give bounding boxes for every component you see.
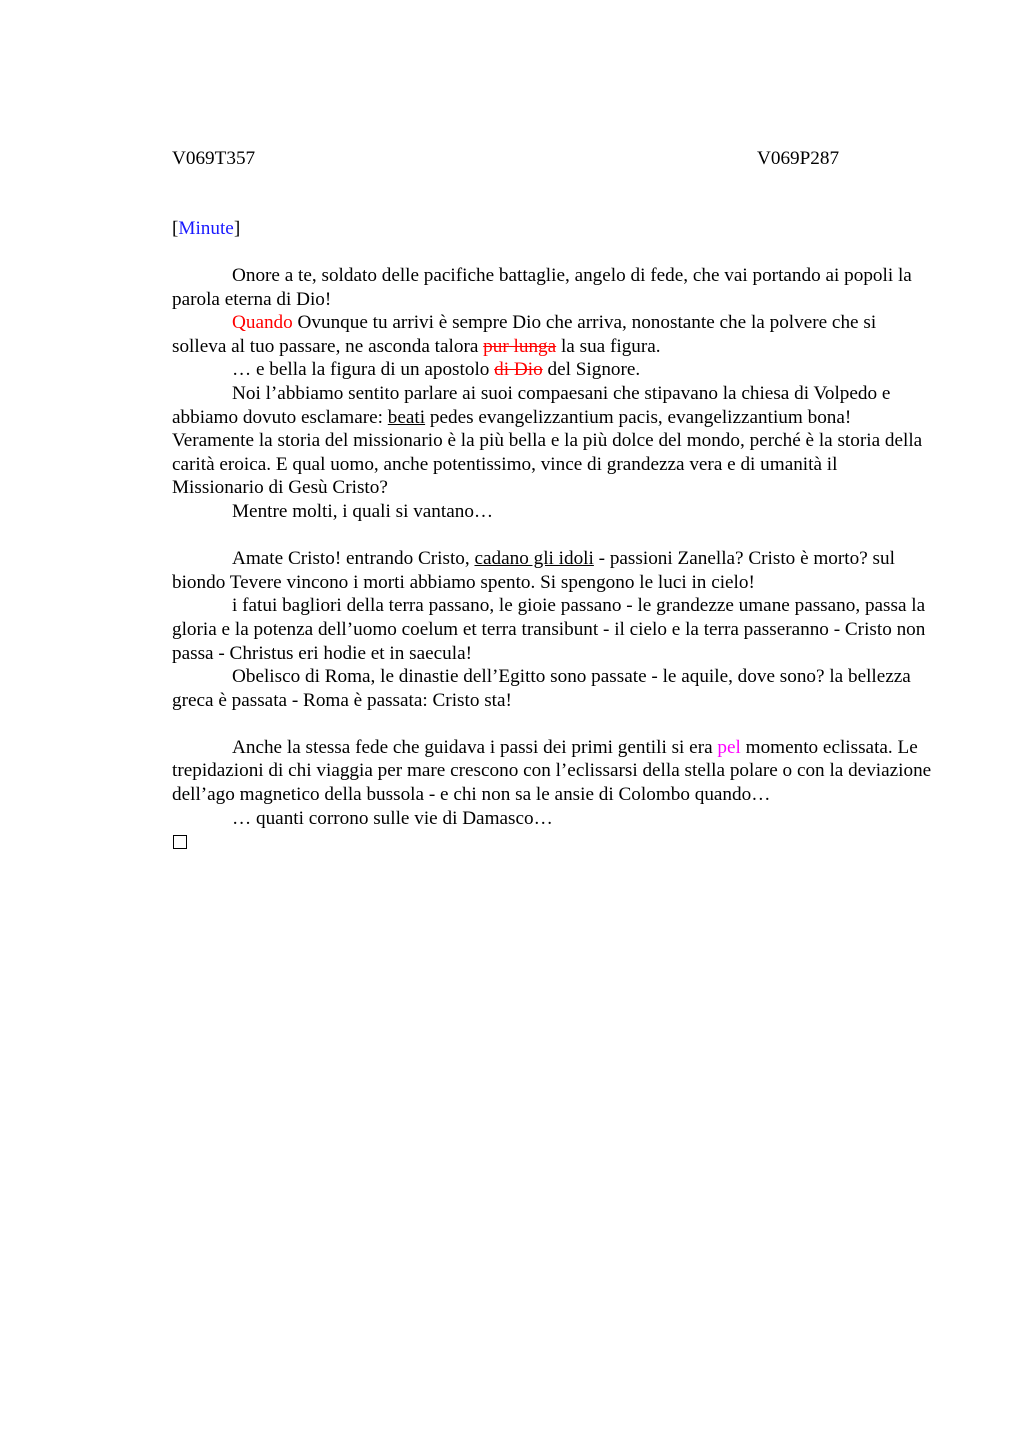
paragraph-9 xyxy=(172,736,932,807)
paragraph-4-text-b: pedes evangelizzantium pacis, evangelizzantium bona! Veramente la storia del missionario è la più bella e la più dolce del mondo, perché è la storia della carità eroica. E qual uomo, anche potentissimo, vince di grandezza vera e di umanità il Missionario di Gesù Cristo? xyxy=(172,406,923,499)
paragraph-3-text-a: … e bella la figura di un apostolo xyxy=(232,359,495,381)
underlined-phrase: cadano gli idoli xyxy=(474,548,594,570)
volume-text-code: V069T357 xyxy=(172,148,256,169)
paragraph-9-text-a: Anche la stessa fede che guidava i passi dei primi gentili si era xyxy=(232,736,718,758)
section-label-text: Minute xyxy=(178,218,234,239)
deleted-text: di Dio xyxy=(494,359,543,381)
paragraph-2-text-a: Ovunque tu arrivi è sempre Dio che arriva, nonostante che la polvere che si solleva al tuo passare, ne asconda talora xyxy=(172,312,877,357)
paragraph-6-text-a: Amate Cristo! entrando Cristo, xyxy=(232,548,475,570)
document-body xyxy=(172,264,932,849)
deleted-text: pur lunga xyxy=(483,335,557,357)
paragraph-6 xyxy=(172,547,932,594)
section-label xyxy=(172,216,932,242)
paragraph-5: Mentre molti, i quali si vantano… xyxy=(232,500,494,522)
paragraph-1: Onore a te, soldato delle pacifiche battaglie, angelo di fede, che vai portando ai popoli la parola eterna di Dio! xyxy=(172,265,912,310)
paragraph-3-text-b: del Signore. xyxy=(542,359,641,381)
paragraph-2-text-b: la sua figura. xyxy=(556,335,661,357)
paragraph-4 xyxy=(172,382,932,500)
underlined-word: beati xyxy=(387,406,426,428)
inserted-word: pel xyxy=(717,736,741,758)
paragraph-3 xyxy=(172,358,932,382)
volume-page-code: V069P287 xyxy=(757,148,840,169)
end-marker-square-icon xyxy=(173,835,187,849)
document-header xyxy=(172,146,932,172)
paragraph-gap xyxy=(172,524,932,548)
paragraph-8: Obelisco di Roma, le dinastie dell’Egitto sono passate - le aquile, dove sono? la bellezza greca è passata - Roma è passata: Cristo sta! xyxy=(172,666,911,711)
close-bracket: ] xyxy=(233,218,241,239)
paragraph-gap xyxy=(172,712,932,736)
inserted-word: Quando xyxy=(232,312,293,334)
paragraph-9-text-b: momento eclissata. Le trepidazioni di chi viaggia per mare crescono con l’eclissarsi della stella polare o con la deviazione dell’ago magnetico della bussola - e chi non sa le ansie di Colombo quando… xyxy=(172,736,932,806)
open-bracket: [ xyxy=(172,218,179,239)
paragraph-2 xyxy=(172,311,932,358)
paragraph-10: … quanti corrono sulle vie di Damasco… xyxy=(232,807,553,829)
paragraph-4-text-a: Noi l’abbiamo sentito parlare ai suoi compaesani che stipavano la chiesa di Volpedo e abbiamo dovuto esclamare: xyxy=(172,382,891,428)
paragraph-6-text-b: - passioni Zanella? Cristo è morto? sul biondo Tevere vincono i morti abbiamo spento. Si spengono le luci in cielo! xyxy=(172,548,895,593)
paragraph-7: i fatui bagliori della terra passano, le gioie passano - le grandezze umane passano, passa la gloria e la potenza dell’uomo coelum et terra transibunt - il cielo e la terra passeranno - Cristo non passa - Christus eri hodie et in saecula! xyxy=(172,595,926,664)
document-page xyxy=(172,146,932,849)
